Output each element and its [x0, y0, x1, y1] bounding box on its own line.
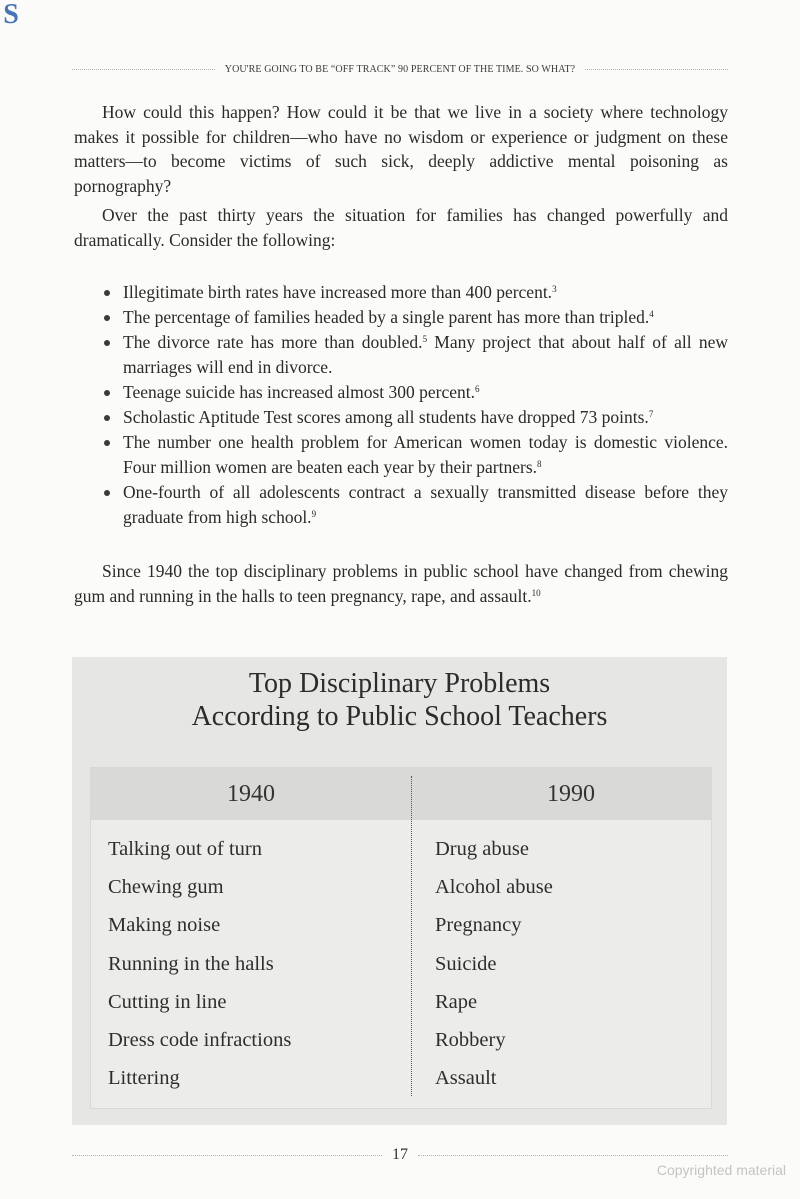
footnote-ref[interactable]: 9	[311, 509, 317, 519]
column-1940-list	[108, 830, 291, 1097]
list-item: Talking out of turn	[108, 838, 263, 860]
list-item: Rape	[435, 990, 478, 1013]
bullet-text: The percentage of families headed by a single parent has more than tripled.	[123, 307, 650, 327]
list-item: Pregnancy	[435, 914, 522, 937]
running-head-rule-right	[585, 69, 728, 70]
bullet-item	[100, 380, 728, 405]
page-footer	[72, 1146, 728, 1164]
footnote-ref[interactable]: 6	[475, 384, 480, 394]
running-head-text: YOU'RE GOING TO BE “OFF TRACK” 90 PERCENT OF THE TIME. SO WHAT?	[224, 64, 576, 75]
column-header-1940: 1940	[227, 781, 275, 807]
column-divider	[411, 776, 412, 1096]
publisher-s-logo-icon: S	[3, 0, 19, 30]
bullet-text: Scholastic Aptitude Test scores among all students have dropped 73 points.	[123, 407, 649, 427]
bullet-item	[100, 330, 728, 380]
bullet-text: Illegitimate birth rates have increased more than 400 percent.	[123, 282, 553, 302]
list-item: Chewing gum	[108, 876, 224, 899]
bullet-text-continued: Many project that about half of all new marriages will end in divorce.	[123, 332, 729, 377]
paragraph-2: Over the past thirty years the situation for families has changed powerfully and dramatically. Consider the following:	[74, 205, 728, 250]
footer-rule-right	[418, 1155, 728, 1156]
list-item: Dress code infractions	[108, 1029, 292, 1052]
bullet-text: Teenage suicide has increased almost 300 percent.	[123, 382, 476, 402]
footnote-ref[interactable]: 5	[422, 334, 428, 344]
bullet-text: The number one health problem for American women today is domestic violence. Four million women are beaten each year by their partners.	[123, 432, 728, 477]
bullet-text: The divorce rate has more than doubled.	[123, 332, 423, 352]
footnote-ref[interactable]: 4	[649, 309, 654, 319]
list-item: Robbery	[435, 1029, 506, 1052]
list-item: Alcohol abuse	[435, 876, 553, 899]
bullet-item	[100, 430, 728, 480]
footnote-ref[interactable]: 8	[537, 459, 542, 469]
list-item: Suicide	[435, 952, 497, 975]
bullet-item	[100, 480, 728, 530]
paragraph-1: How could this happen? How could it be that we live in a society where technology makes it possible for children—who have no wisdom or experience or judgment on these matters—to become victims of such sick, deeply addictive mental poisoning as pornography?	[74, 102, 728, 196]
running-head	[72, 64, 728, 75]
list-item: Assault	[435, 1067, 497, 1090]
bullet-item	[100, 405, 728, 430]
table-body	[90, 767, 712, 1109]
publisher-logo	[0, 0, 22, 30]
bullet-item	[100, 305, 728, 330]
paragraph-3-text: Since 1940 the top disciplinary problems in public school have changed from chewing gum and running in the halls to teen pregnancy, rape, and assault.	[74, 561, 728, 606]
footnote-ref[interactable]: 7	[648, 409, 654, 419]
copyright-watermark: Copyrighted material	[656, 1162, 786, 1178]
list-item: Drug abuse	[435, 838, 529, 860]
disciplinary-problems-table	[72, 657, 727, 1125]
footnote-ref[interactable]: 10	[531, 587, 541, 598]
list-item: Littering	[108, 1067, 180, 1090]
page-number: 17	[392, 1146, 408, 1163]
table-title-line-2: According to Public School Teachers	[191, 701, 608, 732]
bullet-text: One-fourth of all adolescents contract a sexually transmitted disease before they graduate from high school.	[123, 482, 728, 527]
list-item: Making noise	[108, 914, 221, 937]
bullet-item	[100, 280, 728, 305]
paragraph-3	[74, 559, 728, 608]
list-item: Running in the halls	[108, 952, 274, 975]
column-header-1990: 1990	[547, 781, 595, 807]
list-item: Cutting in line	[108, 990, 227, 1013]
table-title-line-1: Top Disciplinary Problems	[248, 668, 551, 699]
statistics-bullet-list	[100, 280, 728, 530]
footer-rule-left	[72, 1155, 382, 1156]
table-header-row	[91, 768, 711, 820]
table-title	[72, 667, 727, 733]
footnote-ref[interactable]: 3	[552, 284, 557, 294]
column-1990-list	[435, 830, 553, 1097]
running-head-rule-left	[72, 69, 215, 70]
